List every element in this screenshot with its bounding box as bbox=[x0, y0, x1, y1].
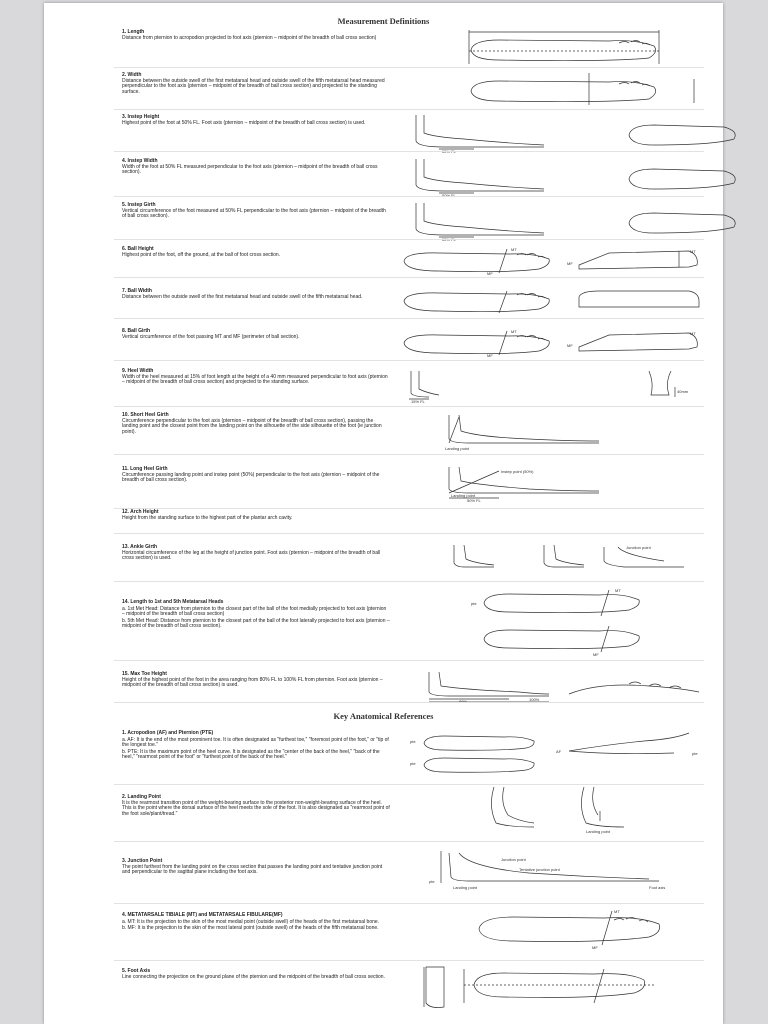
definition-ankle-girth bbox=[114, 545, 704, 581]
landing-point-label: Landing point bbox=[451, 493, 476, 498]
definition-sub-a: a. 1st Met Head: Distance from pternion to the closest part of the ball of the foot medially projected to foot axis (pternion – midpoint of the breadth of ball cross section) bbox=[122, 605, 387, 618]
pte-label: pte bbox=[471, 601, 477, 606]
definition-long-heel-girth bbox=[114, 467, 704, 505]
definition-body: Height of the highest point of the foot in the area ranging from 80% FL to 100% FL from pternion. Foot axis (pternion – midpoint of the breadth of ball cross section) is used. bbox=[122, 676, 383, 689]
definition-instep-height bbox=[114, 114, 704, 154]
row-divider bbox=[114, 581, 704, 582]
definition-heading: 11. Long Heel Girth bbox=[122, 466, 168, 472]
row-divider bbox=[114, 841, 704, 842]
mt-label: MT bbox=[511, 329, 517, 334]
mt-label: MT bbox=[690, 331, 696, 336]
definition-body: Highest point of the foot at 50% FL. Foot axis (pternion – midpoint of the breadth of ball cross section) is used. bbox=[122, 119, 366, 126]
mf-label: MF bbox=[567, 343, 573, 348]
definition-heading: 12. Arch Height bbox=[122, 509, 159, 515]
definition-length bbox=[114, 30, 704, 67]
landing-point-label: Landing point bbox=[445, 446, 470, 451]
row-divider bbox=[114, 360, 704, 361]
reference-body: Line connecting the projection on the ground plane of the pternion and the midpoint of the breadth of ball cross section. bbox=[122, 973, 385, 980]
reference-metatarsale bbox=[114, 909, 704, 957]
key-references-title: Key Anatomical References bbox=[333, 711, 434, 721]
definition-heading: 8. Ball Girth bbox=[122, 328, 151, 334]
acropodion-pternion-figure bbox=[404, 731, 704, 777]
instep-height-figure bbox=[404, 115, 704, 154]
reference-body: The point furthest from the landing point on the cross section that passes the landing point and tentative junction point and perpendicular to the sagittal plane including the foot axis. bbox=[122, 863, 383, 876]
definition-heading: 2. Width bbox=[122, 72, 142, 78]
definition-body: Circumference perpendicular to the foot axis (pternion – midpoint of the breadth of ball cross section), passing the landing point and the closest point from the landing point on the silhouette of the side silhouette of the foot (ie junction point). bbox=[122, 417, 382, 435]
junction-point-label: Junction point bbox=[501, 857, 526, 862]
reference-foot-axis bbox=[114, 969, 704, 1009]
definition-heading: 7. Ball Width bbox=[122, 288, 152, 294]
row-divider bbox=[114, 67, 704, 68]
instep-point-label: Instep point (50%) bbox=[501, 469, 534, 474]
metatarsal-length-figure bbox=[469, 586, 699, 656]
definition-body: Highest point of the foot, off the ground, at the ball of foot cross section. bbox=[122, 251, 281, 258]
landing-point-figure bbox=[474, 787, 674, 835]
definition-heading: 5. Instep Girth bbox=[122, 202, 156, 208]
row-divider bbox=[114, 277, 704, 278]
hundred-fl-label: 100% bbox=[529, 697, 540, 702]
junction-point-figure bbox=[409, 851, 699, 893]
row-divider bbox=[114, 406, 704, 407]
ankle-girth-figure bbox=[404, 545, 704, 571]
definition-body: Width of the heel measured at 15% of foot length at the height of a 40 mm measured perpendicular to foot axis (pternion – midpoint of the breadth of ball cross section) and projected to the standing surface. bbox=[122, 373, 388, 386]
fifty-fl-label: 50% FL bbox=[442, 193, 456, 198]
row-divider bbox=[114, 151, 704, 152]
landing-point-label: Landing point bbox=[453, 885, 478, 890]
forty-mm-label: 40mm bbox=[677, 389, 689, 394]
definition-body: Distance between the outside swell of the first metatarsal head and outside swell of the fifth metatarsal head measured perpendicular to the foot axis (pternion – midpoint of the breadth of ball cross section) and projected to the standing surface. bbox=[122, 77, 385, 95]
row-divider bbox=[114, 960, 704, 961]
mt-label: MT bbox=[690, 249, 696, 254]
definition-arch-height bbox=[114, 510, 704, 530]
definition-body: Vertical circumference of the foot passing MT and MF (perimeter of ball section). bbox=[122, 333, 300, 340]
definition-heading: 14. Length to 1st and 5th Metatarsal Heads bbox=[122, 599, 224, 605]
fifty-fl-label: 50% FL bbox=[442, 149, 456, 154]
row-divider bbox=[114, 508, 704, 509]
short-heel-girth-figure bbox=[409, 413, 689, 453]
reference-junction-point bbox=[114, 859, 704, 899]
reference-sub-b: b. PTE: It is the maximum point of the heel curve. It is designated as the "center of the back of the heel," "back of the heel," "rearmost point of the foot" or "furthest point of the back of the heel." bbox=[122, 748, 380, 761]
foot-length-figure bbox=[459, 30, 699, 66]
instep-girth-figure bbox=[404, 203, 704, 242]
pte-label: pte bbox=[410, 761, 416, 766]
long-heel-girth-figure bbox=[409, 467, 689, 503]
foot-axis-figure bbox=[404, 963, 699, 1011]
fifty-fl-label: 50% FL bbox=[467, 498, 481, 503]
mf-label: MF bbox=[567, 261, 573, 266]
eighty-fl-label: 80% bbox=[459, 699, 468, 704]
definition-heel-width bbox=[114, 369, 704, 403]
definition-short-heel-girth bbox=[114, 413, 704, 453]
foot-width-figure bbox=[459, 73, 699, 107]
definition-heading: 4. Instep Width bbox=[122, 158, 158, 164]
landing-point-label: Landing point bbox=[586, 829, 611, 834]
pte-label: pte bbox=[692, 751, 698, 756]
definition-ball-width bbox=[114, 289, 704, 317]
definition-heading: 3. Instep Height bbox=[122, 114, 160, 120]
ball-girth-figure bbox=[399, 329, 704, 359]
reference-heading: 1. Acropodion (AF) and Pternion (PTE) bbox=[122, 730, 214, 736]
document-page bbox=[44, 3, 723, 1024]
row-divider bbox=[114, 109, 704, 110]
definition-heading: 1. Length bbox=[122, 29, 145, 35]
mf-label: MF bbox=[593, 652, 599, 657]
mf-label: MF bbox=[487, 353, 493, 358]
foot-axis-label: Foot axis bbox=[649, 885, 666, 890]
reference-sub-b: b. MF: It is the projection to the skin of the most lateral point (outside swell) of the heads of the fifth metatarsal bone. bbox=[122, 925, 379, 932]
reference-heading: 3. Junction Point bbox=[122, 858, 163, 864]
fifteen-fl-label: 15% FL bbox=[411, 399, 425, 404]
definition-instep-girth bbox=[114, 202, 704, 242]
definition-body: Vertical circumference of the foot measured at 50% FL perpendicular to the foot axis (pternion – midpoint of the breadth of ball cross section). bbox=[122, 207, 386, 220]
reference-sub-a: a. MT: It is the projection to the skin of the most medial point (outside swell) of the heads of the first metatarsal bone. bbox=[122, 918, 380, 925]
definition-ball-height bbox=[114, 247, 704, 277]
mt-label: MT bbox=[511, 247, 517, 252]
row-divider bbox=[114, 196, 704, 197]
reference-sub-a: a. AF: It is the end of the most prominent toe. It is often designated as "furthest toe," "foremost point of the foot," or "tip of the longest toe." bbox=[122, 736, 389, 749]
row-divider bbox=[114, 784, 704, 785]
definition-body: Horizontal circumference of the leg at the height of junction point. Foot axis (pternion – midpoint of the breadth of ball cross section) is used. bbox=[122, 549, 381, 562]
row-divider bbox=[114, 318, 704, 319]
row-divider bbox=[114, 903, 704, 904]
mt-label: MT bbox=[615, 588, 621, 593]
definition-instep-width bbox=[114, 159, 704, 196]
reference-heading: 5. Foot Axis bbox=[122, 968, 151, 974]
tentative-junction-label: Tentative junction point bbox=[519, 867, 560, 872]
measurement-definitions-title: Measurement Definitions bbox=[337, 16, 430, 26]
row-divider bbox=[114, 239, 704, 240]
max-toe-height-figure bbox=[399, 672, 704, 702]
definition-sub-b: b. 5th Met Head: Distance from pternion to the closest part of the ball of the foot laterally projected to foot axis (pternion – midpoint of the breadth of ball cross section). bbox=[122, 617, 390, 630]
reference-heading: 4. METATARSALE TIBIALE (MT) and METATARSALE FIBULARE(MF) bbox=[122, 912, 283, 918]
pte-label: pte bbox=[429, 879, 435, 884]
row-divider bbox=[114, 702, 704, 703]
definition-body: Width of the foot at 50% FL measured perpendicular to the foot axis (pternion – midpoint of the breadth of ball cross section). bbox=[122, 163, 378, 176]
definition-heading: 13. Ankle Girth bbox=[122, 544, 158, 550]
mf-label: MF bbox=[487, 271, 493, 276]
mf-label: MF bbox=[592, 945, 598, 950]
definition-width bbox=[114, 73, 704, 109]
heel-width-figure bbox=[399, 369, 704, 403]
ball-height-figure bbox=[399, 247, 704, 277]
pte-label: pte bbox=[410, 739, 416, 744]
definition-metatarsal-lengths bbox=[114, 588, 704, 657]
definition-body: Distance between the outside swell of the first metatarsal head and outside swell of the fifth metatarsal head. bbox=[122, 293, 363, 300]
row-divider bbox=[114, 660, 704, 661]
instep-width-figure bbox=[404, 159, 704, 198]
reference-landing-point bbox=[114, 795, 704, 837]
reference-heading: 2. Landing Point bbox=[122, 794, 161, 800]
reference-body: It is the rearmost transition point of the weight-bearing surface to the posterior non-weight-bearing surface of the heel. This is the point where the dorsal surface of the heel meets the sole of the foot. It is also designated as "rearmost point of the foot sole/plant/tread." bbox=[122, 799, 390, 817]
definition-body: Height from the standing surface to the highest part of the plantar arch cavity. bbox=[122, 514, 293, 521]
row-divider bbox=[114, 533, 704, 534]
mt-label: MT bbox=[614, 909, 620, 914]
af-label: AF bbox=[556, 749, 562, 754]
definition-body: Distance from pternion to acropodion projected to foot axis (pternion – midpoint of the breadth of ball cross section) bbox=[122, 34, 377, 41]
definition-heading: 6. Ball Height bbox=[122, 246, 154, 252]
definition-body: Circumference passing landing point and instep point (50%) perpendicular to the foot axis (pternion – midpoint of the breadth of ball cross section). bbox=[122, 471, 380, 484]
definition-ball-girth bbox=[114, 329, 704, 357]
definition-max-toe-height bbox=[114, 672, 704, 702]
junction-point-label: Junction point bbox=[626, 545, 651, 550]
fifty-fl-label: 50% FL bbox=[442, 237, 456, 242]
row-divider bbox=[114, 454, 704, 455]
metatarsale-figure bbox=[464, 909, 694, 949]
definition-heading: 9. Heel Width bbox=[122, 368, 154, 374]
definition-heading: 15. Max Toe Height bbox=[122, 671, 167, 677]
reference-acropodion-pternion bbox=[114, 731, 704, 781]
ball-width-figure bbox=[399, 289, 704, 315]
definition-heading: 10. Short Heel Girth bbox=[122, 412, 169, 418]
